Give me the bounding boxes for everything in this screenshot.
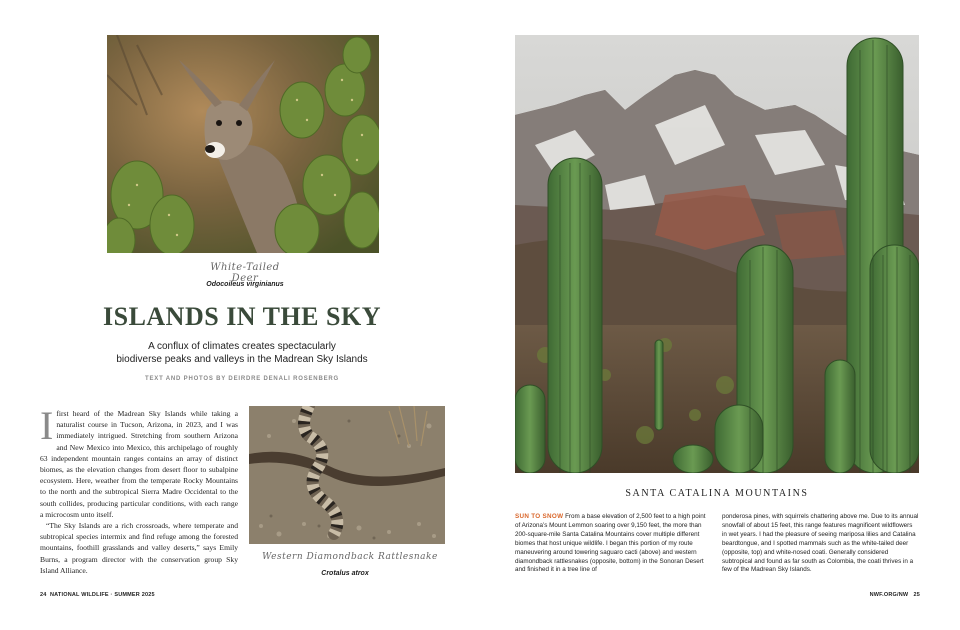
article-headline: ISLANDS IN THE SKY	[102, 302, 381, 331]
section-title: SANTA CATALINA MOUNTAINS	[625, 488, 809, 499]
body-paragraph-2: “The Sky Islands are a rich crossroads, where temperate and subtropical species intermix and find refuge among the forested mountains, foothill grasslands and valley deserts,” says Emily Burns, a program director with the conservation group Sky Island Alliance.	[40, 521, 238, 575]
snake-caption: Crotalus atrox	[321, 570, 369, 577]
left-folio	[40, 592, 155, 598]
drop-cap: I	[40, 403, 54, 448]
body-paragraph-1	[40, 403, 238, 520]
site-url: NWF.ORG/NW	[869, 592, 909, 598]
byline: TEXT AND PHOTOS BY DEIRDRE DENALI ROSENBERG	[145, 376, 339, 382]
caption-column-2	[722, 513, 919, 575]
right-page-number: 25	[913, 592, 920, 598]
article-subhead	[60, 340, 424, 366]
caption-column-1	[515, 513, 709, 575]
mountain-photo	[515, 35, 919, 473]
snake-photo	[249, 406, 445, 544]
caption-text-1: From a base elevation of 2,500 feet to a high point of Arizona’s Mount Lemmon soaring over 9,150 feet, the more than 200-square-mile Santa Catalina Mountains cover multiple different biomes that host unique wildlife. I began this portion of my route maneuvering around towering saguaro cacti (above) and western diamondback rattlesnakes (opposite, bottom) in the Sonoran Desert and finished it in a tree line of	[515, 513, 706, 574]
caption-kicker: SUN TO SNOW	[515, 513, 564, 520]
subhead-line-2: biodiverse peaks and valleys in the Madrean Sky Islands	[116, 354, 368, 365]
snake-handwritten-label: Western Diamondback Rattlesnake	[262, 552, 438, 562]
right-folio	[870, 592, 920, 598]
mountain-photo-illustration	[515, 35, 919, 473]
deer-handwritten-label: White-Tailed Deer	[210, 262, 280, 284]
deer-photo	[107, 35, 379, 253]
publication-name: NATIONAL WILDLIFE	[50, 592, 109, 598]
snake-photo-illustration	[249, 406, 445, 544]
deer-caption: Odocoileus virginianus	[206, 281, 284, 288]
body-paragraph-1-text: first heard of the Madrean Sky Islands while taking a naturalist course in Tucson, Arizona, in 2023, and I was immediately intrigued. Stretching from southern Arizona and New Mexico into Mexico, this archipelago of roughly 63 independent mountain ranges contains an array of distinct biomes, as the elevation changes from desert floor to subalpine ecosystem. Here, weather from the temperate Rocky Mountains to the north and the subtropical Sierra Madre Occidental to the south collides, producing particular conditions, with each range a microcosm unto itself.	[40, 409, 238, 519]
caption-text-2: ponderosa pines, with squirrels chattering above me. Due to its annual snowfall of about 15 feet, this range features magnificent wildflowers in wet years. I had the pleasure of seeing mariposa lilies and Catalina beardtongue, and I spotted mammals such as the white-tailed deer (opposite, top) and white-nosed coati. Generally considered subtropical and found as far south as Colombia, the coati thrives in a few of the Madrean Sky Islands.	[722, 513, 919, 574]
folio-separator: ·	[110, 592, 113, 598]
issue-date: SUMMER 2025	[114, 592, 155, 598]
left-page-number: 24	[40, 592, 47, 598]
subhead-line-1: A conflux of climates creates spectacularly	[148, 341, 336, 352]
article-body	[40, 403, 238, 576]
deer-photo-illustration	[107, 35, 379, 253]
